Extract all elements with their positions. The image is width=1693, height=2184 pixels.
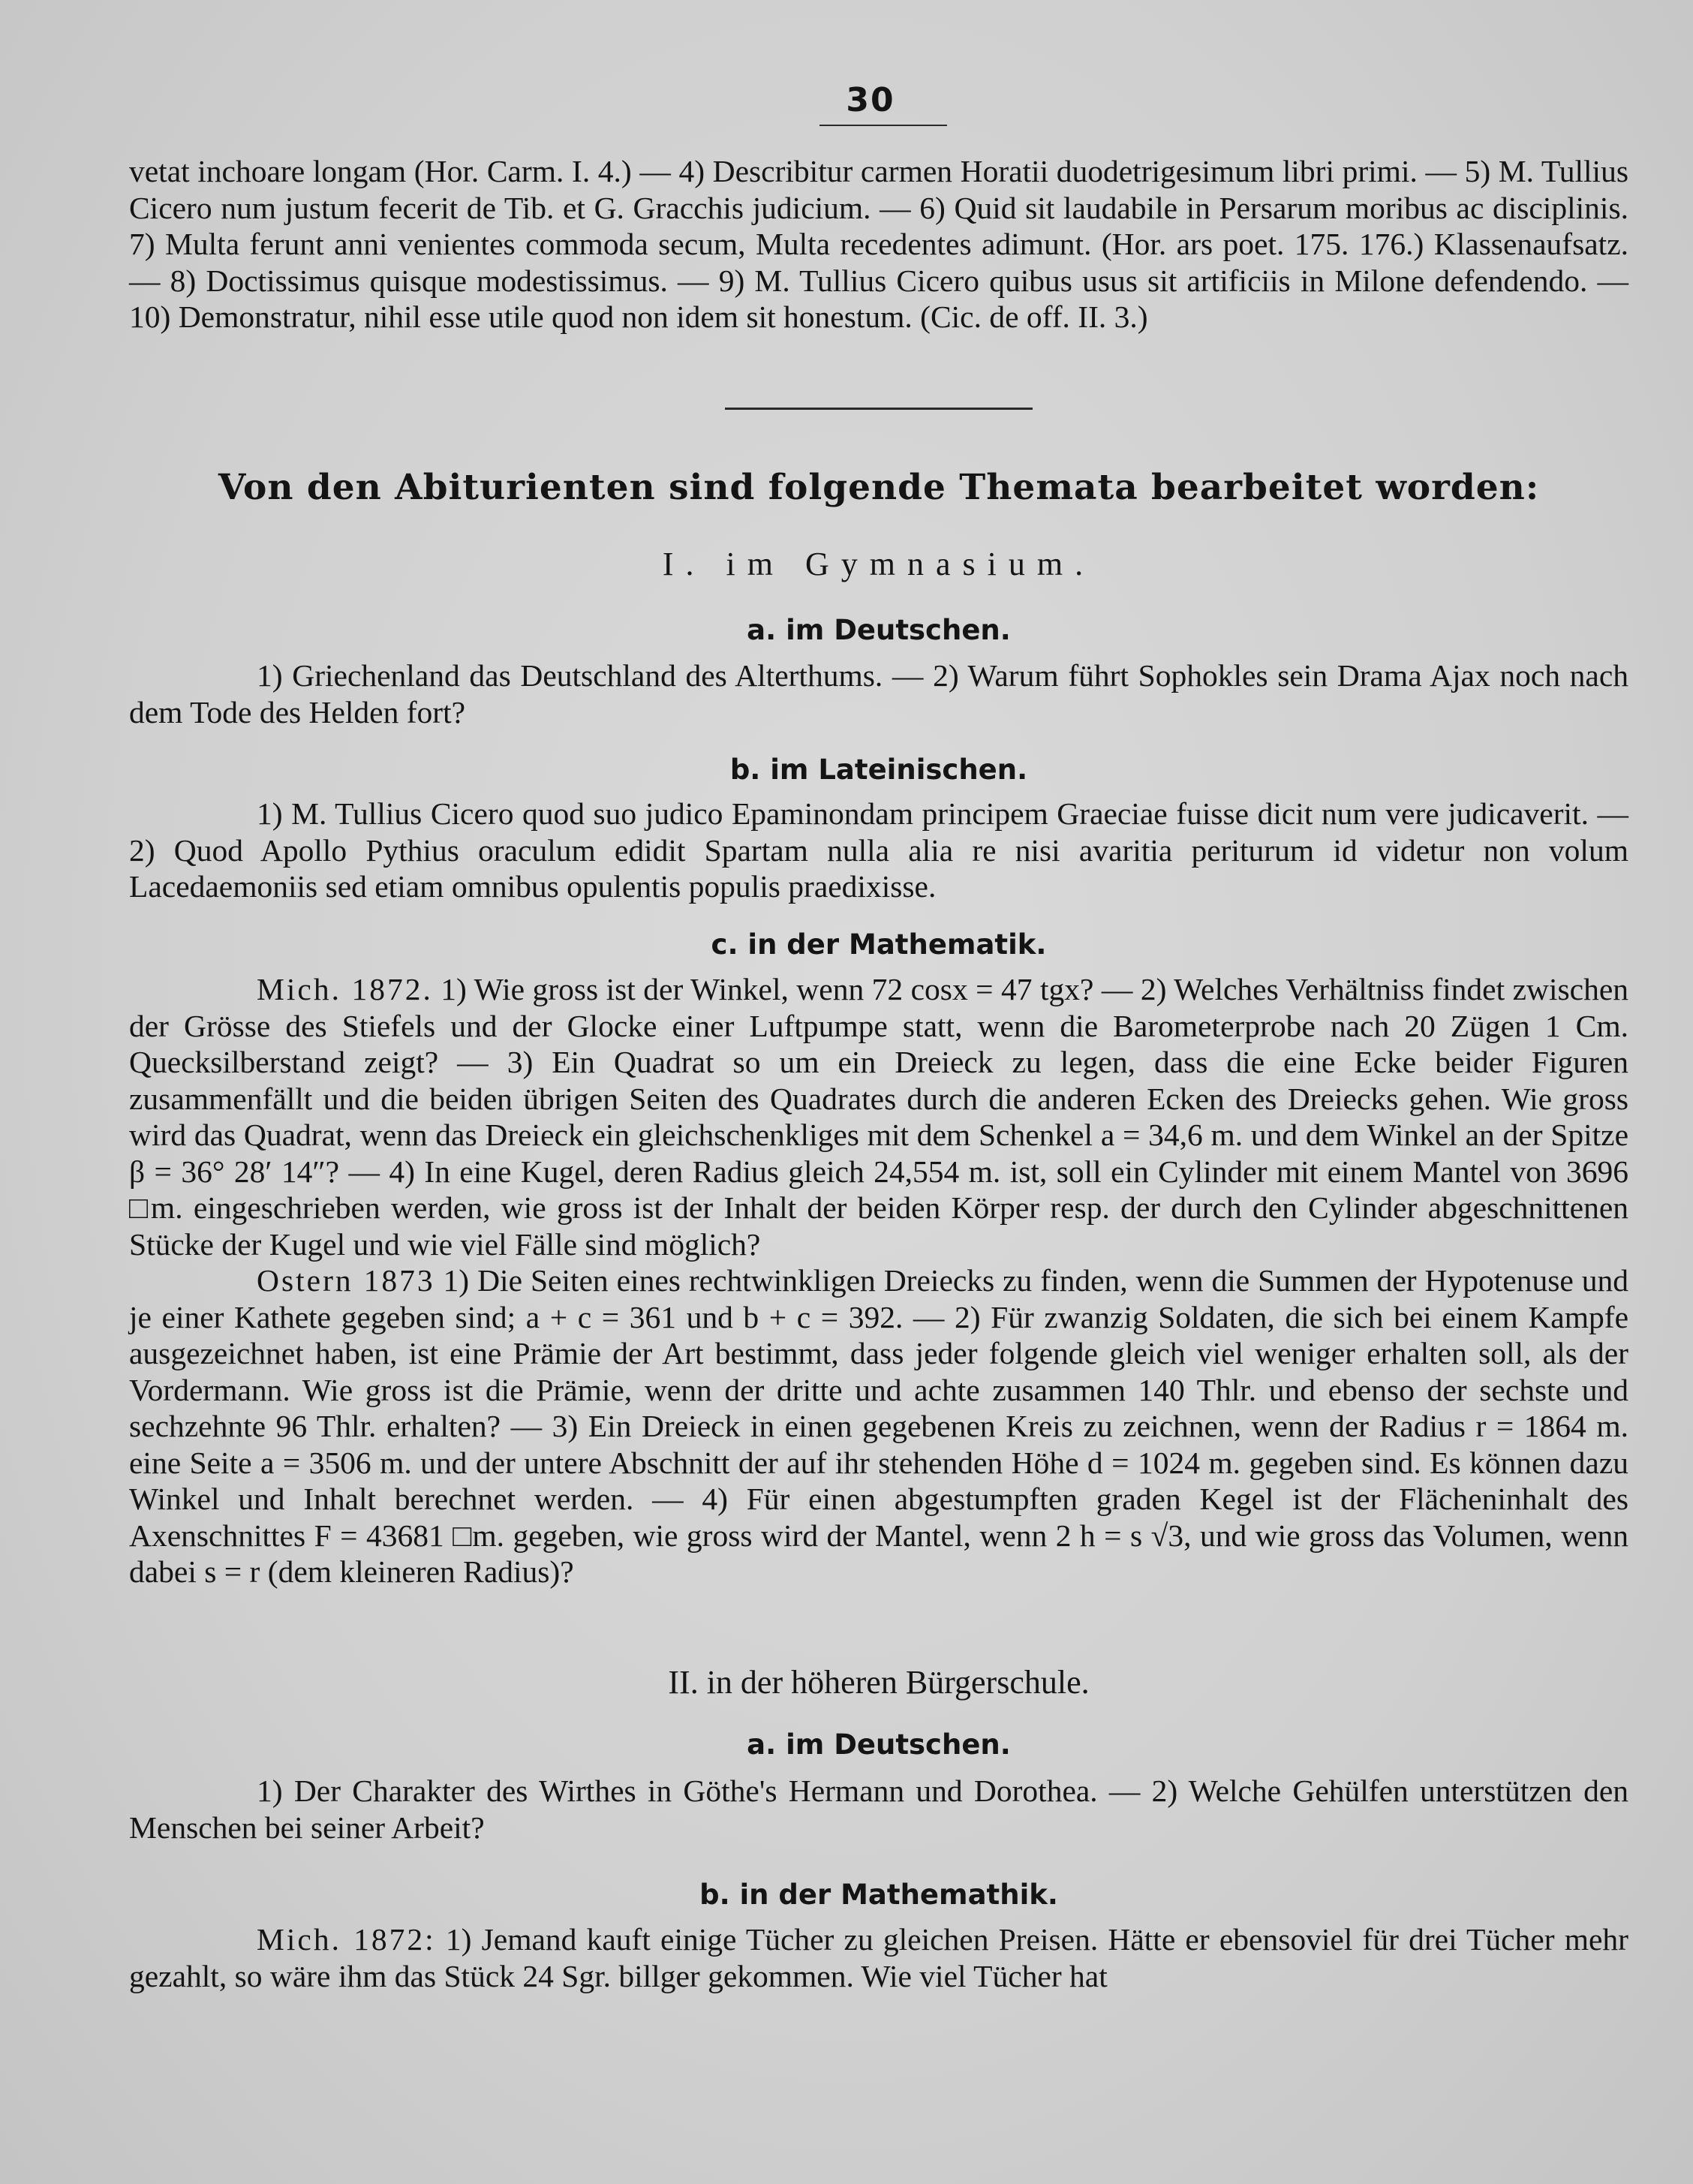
part-one-german-text: 1) Griechenland das Deutschland des Alterthums. — 2) Warum führt Sophokles sein Drama Ajax noch nach dem Tode des Helden fort? bbox=[129, 658, 1628, 730]
part-two-heading: II. in der höheren Bürgerschule. bbox=[668, 1664, 1090, 1701]
math-easter-label: Ostern 1873 bbox=[257, 1263, 435, 1298]
part-two-german-heading: a. im Deutschen. bbox=[747, 1728, 1011, 1761]
part-one-latin-text: 1) M. Tullius Cicero quod suo judico Epaminondam principem Graeciae fuisse dicit num vere judicaverit. — 2) Quod Apollo Pythius oraculum edidit Spartam nulla alia re nisi avaritia periturum id videtur non volum Lacedaemoniis sed etiam omnibus opulentis populis praedixisse. bbox=[129, 796, 1628, 904]
part-one-math-heading: c. in der Mathematik. bbox=[711, 928, 1047, 961]
math-easter-text: 1) Die Seiten eines rechtwinkligen Dreiecks zu finden, wenn die Summen der Hypotenuse und je einer Kathete gegeben sind; a + c = 361 und b + c = 392. — 2) Für zwanzig Soldaten, die sich bei einem Kampfe ausgezeichnet haben, ist eine Prämie der Art bestimmt, dass jeder folgende gleich viel weniger erhalten soll, als der Vordermann. Wie gross ist die Prämie, wenn der dritte und achte zusammen 140 Thlr. und ebenso der sechste und sechzehnte 96 Thlr. erhalten? — 3) Ein Dreieck in einen gegebenen Kreis zu zeichnen, wenn der Radius r = 1864 m. eine Seite a = 3506 m. und der untere Abschnitt der auf ihr stehenden Höhe d = 1024 m. gegeben sind. Es können dazu Winkel und Inhalt berechnet werden. — 4) Für einen abgestumpften graden Kegel ist der Flächeninhalt des Axenschnittes F = 43681 □m. gegeben, wie gross wird der Mantel, wenn 2 h = s √3, und wie gross das Volumen, wenn dabei s = r (dem kleineren Radius)? bbox=[129, 1263, 1628, 1589]
part-one-math-section bbox=[129, 971, 1628, 1590]
part-one-math-easter bbox=[129, 1262, 1628, 1590]
part-one-math-michaelmas bbox=[129, 971, 1628, 1262]
page-number: 30 bbox=[846, 81, 895, 119]
part-one-heading: I. im Gymnasium. bbox=[662, 546, 1096, 582]
part-two-math-heading: b. in der Mathemathik. bbox=[699, 1879, 1058, 1911]
math2-michaelmas-text: 1) Jemand kauft einige Tücher zu gleichen Preisen. Hätte er ebensoviel für drei Tücher mehr gezahlt, so wäre ihm das Stück 24 Sgr. billger gekommen. Wie viel Tücher hat bbox=[129, 1922, 1628, 1993]
part-one-german-section bbox=[129, 657, 1628, 730]
section-divider bbox=[725, 408, 1033, 410]
part-two-german-text: 1) Der Charakter des Wirthes in Göthe's Hermann und Dorothea. — 2) Welche Gehülfen unterstützen den Menschen bei seiner Arbeit? bbox=[129, 1773, 1628, 1845]
page-number-underline bbox=[819, 125, 947, 126]
part-one-latin-heading: b. im Lateinischen. bbox=[729, 754, 1028, 786]
part-two-math-section bbox=[129, 1921, 1628, 1994]
math2-michaelmas-label: Mich. 1872: bbox=[257, 1922, 436, 1957]
math-michaelmas-label: Mich. 1872. bbox=[257, 972, 433, 1006]
part-two-math-michaelmas bbox=[129, 1921, 1628, 1994]
part-one-latin-section bbox=[129, 796, 1628, 905]
part-two-german-section bbox=[129, 1773, 1628, 1846]
main-heading: Von den Abiturienten sind folgende Themata bearbeitet worden: bbox=[218, 467, 1540, 508]
intro-section bbox=[129, 153, 1628, 335]
part-one-german-heading: a. im Deutschen. bbox=[747, 614, 1011, 646]
math-michaelmas-text: 1) Wie gross ist der Winkel, wenn 72 cosx = 47 tgx? — 2) Welches Verhältniss findet zwischen der Grösse des Stiefels und der Glocke einer Luftpumpe statt, wenn die Barometerprobe nach 20 Zügen 1 Cm. Quecksilberstand zeigt? — 3) Ein Quadrat so um ein Dreieck zu legen, dass die eine Ecke beider Figuren zusammenfällt und die beiden übrigen Seiten des Quadrates durch die anderen Ecken des Dreiecks gehen. Wie gross wird das Quadrat, wenn das Dreieck ein gleichschenkliges mit dem Schenkel a = 34,6 m. und dem Winkel an der Spitze β = 36° 28′ 14″? — 4) In eine Kugel, deren Radius gleich 24,554 m. ist, soll ein Cylinder mit einem Mantel von 3696 □m. eingeschrieben werden, wie gross ist der Inhalt der beiden Körper resp. der durch den Cylinder abgeschnittenen Stücke der Kugel und wie viel Fälle sind möglich? bbox=[129, 972, 1628, 1262]
intro-paragraph: vetat inchoare longam (Hor. Carm. I. 4.) — 4) Describitur carmen Horatii duodetrigesimum libri primi. — 5) M. Tullius Cicero num justum fecerit de Tib. et G. Gracchis judicium. — 6) Quid sit laudabile in Persarum moribus ac disciplinis. 7) Multa ferunt anni venientes commoda secum, Multa recedentes adimunt. (Hor. ars poet. 175. 176.) Klassenaufsatz. — 8) Doctissimus quisque modestissimus. — 9) M. Tullius Cicero quibus usus sit artificiis in Milone defendendo. — 10) Demonstratur, nihil esse utile quod non idem sit honestum. (Cic. de off. II. 3.) bbox=[129, 154, 1628, 334]
